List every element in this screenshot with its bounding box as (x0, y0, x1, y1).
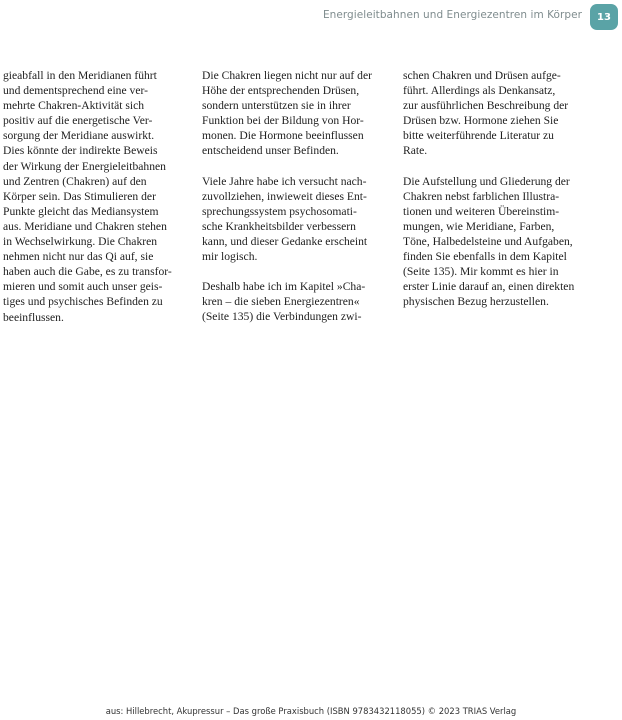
text-line: Dies könnte der indirekte Beweis (3, 144, 158, 158)
text-line: (Seite 135) die Verbindungen zwi- (202, 310, 362, 324)
text-line: der Wirkung der Energieleitbahnen (3, 159, 166, 173)
text-line: sorgung der Meridiane auswirkt. (3, 129, 155, 143)
text-line: und Zentren (Chakren) auf den (3, 174, 147, 188)
text-line: Funktion bei der Bildung von Hor- (202, 114, 364, 128)
text-line: Viele Jahre habe ich versucht nach- (202, 174, 367, 188)
footer-citation: aus: Hillebrecht, Akupressur – Das große Praxisbuch (ISBN 9783432118055) © 2023 TRIAS Verlag (105, 706, 517, 716)
text-line: gieabfall in den Meridianen führt (3, 69, 157, 82)
text-line: kann, und dieser Gedanke erscheint (202, 234, 368, 248)
text-line: Höhe der entsprechenden Drüsen, (202, 84, 360, 98)
text-line: Körper sein. Das Stimulieren der (3, 189, 156, 203)
text-line: haben auch die Gabe, es zu transfor- (3, 265, 172, 279)
text-line: Töne, Halbedelsteine und Aufgaben, (403, 234, 573, 248)
text-line: sprechungssystem psychosomati- (202, 204, 357, 218)
text-line: erster Linie darauf an, einen direkten (403, 280, 575, 294)
text-line: tiges und psychisches Befinden zu (3, 295, 163, 309)
text-line: aus. Meridiane und Chakren stehen (3, 219, 167, 233)
text-column-3 (403, 68, 585, 309)
text-line: Chakren nebst farblichen Illustra- (403, 189, 560, 203)
text-line: führt. Allerdings als Denkansatz, (403, 84, 556, 98)
text-line: monen. Die Hormone beeinflussen (202, 129, 364, 143)
text-line: Rate. (403, 144, 428, 158)
text-line: Die Aufstellung und Gliederung der (403, 174, 570, 188)
paragraph-gap (202, 264, 384, 279)
text-line: zur ausführlichen Beschreibung der (403, 99, 569, 113)
text-column-2 (202, 68, 384, 324)
running-header: Energieleitbahnen und Energiezentren im Körper (322, 9, 582, 21)
paragraph-gap (403, 159, 585, 174)
text-line: nehmen nicht nur das Qi auf, sie (3, 250, 154, 264)
text-line: (Seite 135). Mir kommt es hier in (403, 265, 559, 279)
text-line: in Wechselwirkung. Die Chakren (3, 235, 158, 249)
text-line: mir logisch. (202, 250, 258, 264)
text-line: Deshalb habe ich im Kapitel »Cha- (202, 280, 366, 294)
text-line: zuvollziehen, inwieweit dieses Ent- (202, 189, 367, 203)
text-line: entscheidend unser Befinden. (202, 144, 339, 158)
paragraph-gap (202, 159, 384, 174)
text-line: beeinflussen. (3, 310, 64, 324)
text-line: mehrte Chakren-Aktivität sich (3, 99, 145, 113)
text-line: Drüsen bzw. Hormone ziehen Sie (403, 114, 559, 128)
text-line: sche Krankheitsbilder verbessern (202, 219, 356, 233)
text-line: kren – die sieben Energiezentren« (202, 295, 360, 309)
text-line: mungen, wie Meridiane, Farben, (403, 219, 555, 233)
text-line: schen Chakren und Drüsen aufge- (403, 69, 561, 82)
text-line: mieren und somit auch unser geis- (3, 280, 163, 294)
page-number: 13 (597, 11, 611, 23)
text-line: tionen und weiteren Übereinstim- (403, 204, 560, 218)
text-line: finden Sie ebenfalls in dem Kapitel (403, 250, 567, 264)
page-number-badge (590, 4, 618, 30)
text-line: Die Chakren liegen nicht nur auf der (202, 69, 372, 82)
text-line: und dementsprechend eine ver- (3, 84, 148, 98)
text-line: physischen Bezug herzustellen. (403, 295, 549, 309)
text-line: bitte weiterführende Literatur zu (403, 129, 554, 143)
text-line: Punkte gleicht das Mediansystem (3, 204, 159, 218)
text-line: sondern unterstützen sie in ihrer (202, 99, 351, 113)
text-line: positiv auf die energetische Ver- (3, 114, 153, 128)
text-column-1 (3, 68, 185, 325)
